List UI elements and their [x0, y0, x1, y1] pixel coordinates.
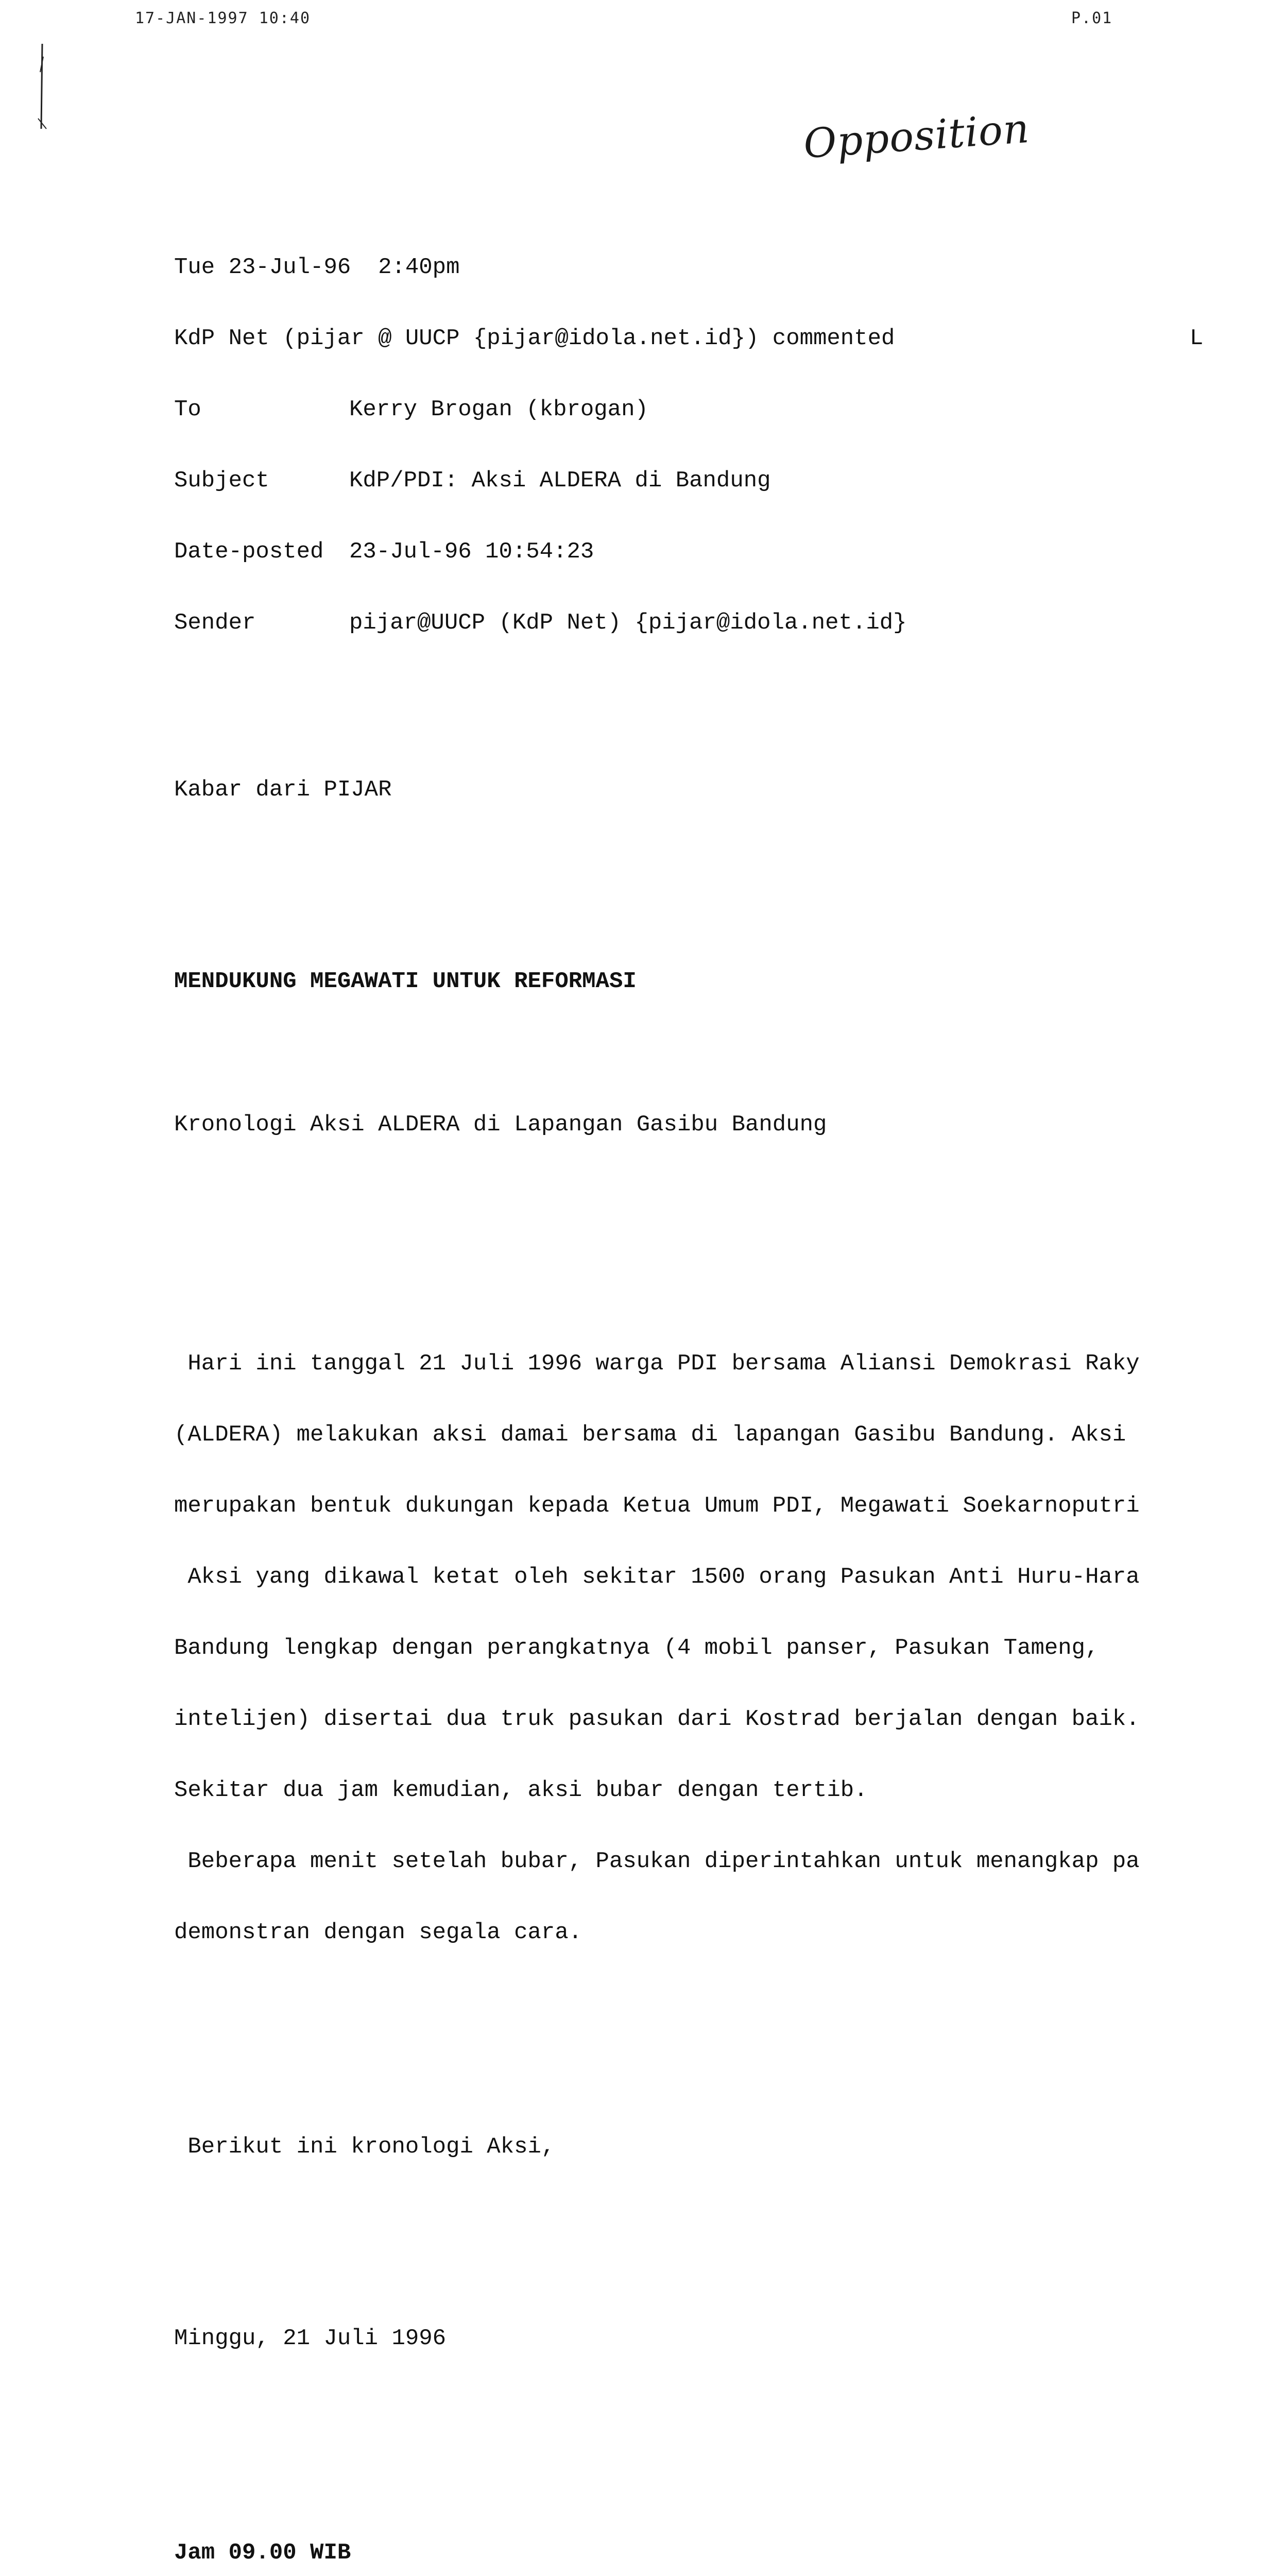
handwritten-annotation: Opposition: [802, 105, 1031, 168]
intro-line: Aksi yang dikawal ketat oleh sekitar 1500 orang Pasukan Anti Huru-Hara: [174, 1564, 1140, 1590]
side-mark: L: [1190, 326, 1204, 351]
email-from-text: KdP Net (pijar @ UUCP {pijar@idola.net.id}) commented: [174, 326, 895, 351]
field-key: Subject: [174, 468, 269, 494]
intro-line: demonstran dengan segala cara.: [174, 1920, 582, 1945]
intro-line: Sekitar dua jam kemudian, aksi bubar dengan tertib.: [174, 1777, 868, 1803]
entry-time: Jam 09.00 WIB: [174, 2540, 351, 2566]
greeting: Kabar dari PIJAR: [174, 777, 392, 803]
field-key: Sender: [174, 610, 256, 636]
intro-line: Beberapa menit setelah bubar, Pasukan diperintahkan untuk menangkap pa: [174, 1849, 1140, 1874]
email-date-line: Tue 23-Jul-96 2:40pm: [174, 255, 460, 280]
email-field-row: [174, 398, 1204, 421]
fax-page-number: P.01: [1071, 9, 1113, 27]
field-value: Kerry Brogan (kbrogan): [349, 397, 648, 422]
intro-paragraph: [174, 1304, 1204, 1992]
email-field-row: [174, 469, 1204, 493]
intro-line: merupakan bentuk dukungan kepada Ketua Umum PDI, Megawati Soekarnoputri: [174, 1493, 1140, 1519]
fax-timestamp: 17-JAN-1997 10:40: [135, 9, 311, 27]
field-key: Date-posted: [174, 539, 324, 565]
field-value: KdP/PDI: Aksi ALDERA di Bandung: [349, 468, 771, 494]
intro-line: Hari ini tanggal 21 Juli 1996 warga PDI bersama Aliansi Demokrasi Raky: [174, 1351, 1140, 1377]
headline: MENDUKUNG MEGAWATI UNTUK REFORMASI: [174, 969, 637, 994]
margin-pen-marks: [31, 41, 62, 134]
document-body: [174, 208, 1204, 2576]
email-field-row: [174, 540, 1204, 564]
subtitle: Kronologi Aksi ALDERA di Lapangan Gasibu Bandung: [174, 1112, 827, 1138]
field-key: To: [174, 397, 201, 422]
email-from-line: [174, 327, 1204, 350]
intro-line: intelijen) disertai dua truk pasukan dari Kostrad berjalan dengan baik.: [174, 1706, 1140, 1732]
intro-line: (ALDERA) melakukan aksi damai bersama di lapangan Gasibu Bandung. Aksi: [174, 1422, 1126, 1448]
email-field-row: [174, 611, 1204, 635]
intro-line: Bandung lengkap dengan perangkatnya (4 mobil panser, Pasukan Tameng,: [174, 1635, 1099, 1661]
field-value: 23-Jul-96 10:54:23: [349, 539, 594, 565]
kronologi-intro: Berikut ini kronologi Aksi,: [174, 2134, 555, 2160]
timeline-entry: [174, 2494, 1204, 2576]
day-heading: Minggu, 21 Juli 1996: [174, 2326, 447, 2351]
field-value: pijar@UUCP (KdP Net) {pijar@idola.net.id}: [349, 610, 907, 636]
